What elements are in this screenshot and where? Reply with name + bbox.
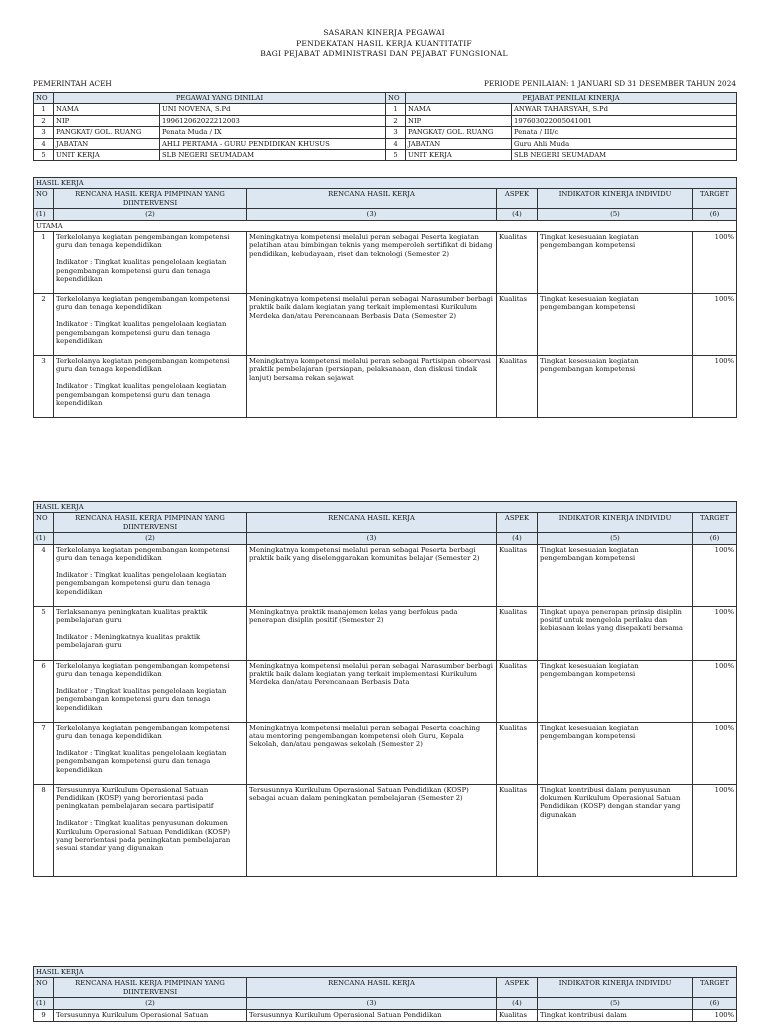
hasil-kerja-table bbox=[33, 966, 737, 1022]
col-no: NO bbox=[34, 978, 54, 998]
col-rhk: RENCANA HASIL KERJA bbox=[247, 978, 497, 998]
col-number: (5) bbox=[538, 209, 693, 220]
rhk-pimpinan-cell: Terkelolanya kegiatan pengembangan kompetensi guru dan tenaga kependidikan Indikator : Tingkat kualitas pengelolaan kegiatan pengembangan kompetensi guru dan tenaga kependidikan bbox=[54, 544, 247, 606]
rhk-cell: Meningkatnya kompetensi melalui peran sebagai Narasumber berbagi praktik baik dalam kegiatan yang terkait implementasi Kurikulum Merdeka dan/atau Perencanaan Berbasis Data bbox=[247, 660, 497, 722]
col-number: (5) bbox=[538, 533, 693, 544]
col-indikator: INDIKATOR KINERJA INDIVIDU bbox=[538, 978, 693, 998]
target-cell: 100% bbox=[693, 784, 737, 876]
col-no: NO bbox=[34, 189, 54, 209]
row-no: 5 bbox=[34, 150, 54, 161]
rhk-cell: Meningkatnya kompetensi melalui peran sebagai Narasumber berbagi praktik baik dalam kegiatan yang terkait implementasi Kurikulum Merdeka dan/atau Perencanaan Berbasis Data (Semester 2) bbox=[247, 294, 497, 356]
row-no: 8 bbox=[34, 784, 54, 876]
table-row bbox=[34, 1009, 737, 1021]
target-cell: 100% bbox=[693, 232, 737, 294]
rhk-pimpinan-cell: Terkelolanya kegiatan pengembangan kompetensi guru dan tenaga kependidikan Indikator : Tingkat kualitas pengelolaan kegiatan pengembangan kompetensi guru dan tenaga kependidikan bbox=[54, 356, 247, 418]
col-number: (6) bbox=[693, 209, 737, 220]
row-no: 2 bbox=[386, 115, 406, 126]
field-label: PANGKAT/ GOL. RUANG bbox=[54, 127, 160, 138]
col-number: (1) bbox=[34, 209, 54, 220]
col-number: (6) bbox=[693, 998, 737, 1009]
header-subtitle: PENDEKATAN HASIL KERJA KUANTITATIF bbox=[296, 38, 472, 48]
header-subtitle-2: BAGI PEJABAT ADMINISTRASI DAN PEJABAT FUNGSIONAL bbox=[260, 49, 508, 58]
period-label: PERIODE PENILAIAN: 1 JANUARI SD 31 DESEMBER TAHUN 2024 bbox=[484, 79, 736, 88]
indikator-cell: Tingkat kesesuaian kegiatan pengembangan kompetensi bbox=[538, 294, 693, 356]
identity-row bbox=[34, 115, 737, 126]
field-value: Guru Ahli Muda bbox=[512, 138, 737, 149]
row-no: 2 bbox=[34, 115, 54, 126]
identity-row bbox=[34, 138, 737, 149]
indikator-cell: Tingkat kesesuaian kegiatan pengembangan kompetensi bbox=[538, 232, 693, 294]
rhk-cell: Tersusunnya Kurikulum Operasional Satuan Pendidikan bbox=[247, 1009, 497, 1021]
aspek-cell: Kualitas bbox=[497, 1009, 538, 1021]
rhk-pimpinan-cell: Terkelolanya kegiatan pengembangan kompetensi guru dan tenaga kependidikan Indikator : Tingkat kualitas pengelolaan kegiatan pengembangan kompetensi guru dan tenaga kependidikan bbox=[54, 232, 247, 294]
indikator-cell: Tingkat kontribusi dalam penyusunan dokumen Kurikulum Operasional Satuan Pendidikan (KOSP) dengan standar yang digunakan bbox=[538, 784, 693, 876]
row-no: 3 bbox=[34, 356, 54, 418]
col-number: (3) bbox=[247, 998, 497, 1009]
column-header-row bbox=[34, 189, 737, 209]
field-label: JABATAN bbox=[406, 138, 512, 149]
row-no: 5 bbox=[386, 150, 406, 161]
indikator-cell: Tingkat kontribusi dalam bbox=[538, 1009, 693, 1021]
rhk-cell: Meningkatnya kompetensi melalui peran sebagai Partisipan observasi praktik pembelajaran (persiapan, pelaksanaan, dan diskusi tindak lanjut) bersama rekan sejawat bbox=[247, 356, 497, 418]
field-value: 197603022005041001 bbox=[512, 115, 737, 126]
rhk-pimpinan-cell: Terlaksananya peningkatan kualitas praktik pembelajaran guru Indikator : Meningkatnya kualitas praktik pembelajaran guru bbox=[54, 606, 247, 660]
table-row bbox=[34, 722, 737, 784]
indikator-cell: Tingkat kesesuaian kegiatan pengembangan kompetensi bbox=[538, 660, 693, 722]
row-no: 3 bbox=[34, 127, 54, 138]
agency-label: PEMERINTAH ACEH bbox=[33, 79, 112, 88]
row-no: 9 bbox=[34, 1009, 54, 1021]
col-number: (4) bbox=[497, 209, 538, 220]
col-no: NO bbox=[34, 93, 54, 104]
col-rhk-pimpinan: RENCANA HASIL KERJA PIMPINAN YANG DIINTERVENSI bbox=[54, 978, 247, 998]
aspek-cell: Kualitas bbox=[497, 544, 538, 606]
col-pegawai-dinilai: PEGAWAI YANG DINILAI bbox=[54, 93, 386, 104]
row-no: 4 bbox=[34, 544, 54, 606]
field-label: NAMA bbox=[54, 104, 160, 115]
section-title: HASIL KERJA bbox=[34, 502, 737, 513]
row-no: 1 bbox=[34, 232, 54, 294]
section-title: HASIL KERJA bbox=[34, 967, 737, 978]
col-number: (2) bbox=[54, 533, 247, 544]
header-title: SASARAN KINERJA PEGAWAI bbox=[323, 28, 445, 37]
col-number: (5) bbox=[538, 998, 693, 1009]
row-no: 3 bbox=[386, 127, 406, 138]
section-title: HASIL KERJA bbox=[34, 178, 737, 189]
col-number: (2) bbox=[54, 998, 247, 1009]
target-cell: 100% bbox=[693, 544, 737, 606]
field-label: UNIT KERJA bbox=[54, 150, 160, 161]
column-number-row bbox=[34, 998, 737, 1009]
target-cell: 100% bbox=[693, 660, 737, 722]
aspek-cell: Kualitas bbox=[497, 784, 538, 876]
col-target: TARGET bbox=[693, 513, 737, 533]
field-label: NIP bbox=[406, 115, 512, 126]
field-value: Penata / III/c bbox=[512, 127, 737, 138]
aspek-cell: Kualitas bbox=[497, 232, 538, 294]
identity-row bbox=[34, 104, 737, 115]
field-value: ANWAR TAHARSYAH, S.Pd bbox=[512, 104, 737, 115]
row-no: 4 bbox=[34, 138, 54, 149]
target-cell: 100% bbox=[693, 606, 737, 660]
row-no: 4 bbox=[386, 138, 406, 149]
field-label: JABATAN bbox=[54, 138, 160, 149]
col-rhk: RENCANA HASIL KERJA bbox=[247, 189, 497, 209]
indikator-cell: Tingkat kesesuaian kegiatan pengembangan kompetensi bbox=[538, 722, 693, 784]
section-utama: UTAMA bbox=[34, 220, 737, 231]
column-header-row bbox=[34, 978, 737, 998]
document-header bbox=[0, 28, 768, 60]
col-number: (4) bbox=[497, 533, 538, 544]
field-value: 199612062022212003 bbox=[160, 115, 386, 126]
rhk-pimpinan-cell: Tersusunnya Kurikulum Operasional Satuan bbox=[54, 1009, 247, 1021]
table-row bbox=[34, 544, 737, 606]
col-number: (3) bbox=[247, 209, 497, 220]
col-aspek: ASPEK bbox=[497, 189, 538, 209]
col-number: (2) bbox=[54, 209, 247, 220]
hasil-kerja-table bbox=[33, 177, 737, 418]
table-row bbox=[34, 784, 737, 876]
col-aspek: ASPEK bbox=[497, 978, 538, 998]
row-no: 6 bbox=[34, 660, 54, 722]
field-value: AHLI PERTAMA - GURU PENDIDIKAN KHUSUS bbox=[160, 138, 386, 149]
col-target: TARGET bbox=[693, 189, 737, 209]
col-pejabat-penilai: PEJABAT PENILAI KINERJA bbox=[406, 93, 737, 104]
column-number-row bbox=[34, 209, 737, 220]
target-cell: 100% bbox=[693, 294, 737, 356]
rhk-pimpinan-cell: Terkelolanya kegiatan pengembangan kompetensi guru dan tenaga kependidikan Indikator : Tingkat kualitas pengelolaan kegiatan pengembangan kompetensi guru dan tenaga kependidikan bbox=[54, 660, 247, 722]
aspek-cell: Kualitas bbox=[497, 660, 538, 722]
indikator-cell: Tingkat kesesuaian kegiatan pengembangan kompetensi bbox=[538, 356, 693, 418]
field-label: NIP bbox=[54, 115, 160, 126]
col-number: (4) bbox=[497, 998, 538, 1009]
row-no: 1 bbox=[34, 104, 54, 115]
target-cell: 100% bbox=[693, 1009, 737, 1021]
field-label: UNIT KERJA bbox=[406, 150, 512, 161]
col-rhk-pimpinan: RENCANA HASIL KERJA PIMPINAN YANG DIINTERVENSI bbox=[54, 513, 247, 533]
rhk-pimpinan-cell: Terkelolanya kegiatan pengembangan kompetensi guru dan tenaga kependidikan Indikator : Tingkat kualitas pengelolaan kegiatan pengembangan kompetensi guru dan tenaga kependidikan bbox=[54, 294, 247, 356]
field-value: Penata Muda / IX bbox=[160, 127, 386, 138]
table-row bbox=[34, 232, 737, 294]
row-no: 2 bbox=[34, 294, 54, 356]
field-value: UNI NOVENA, S.Pd bbox=[160, 104, 386, 115]
rhk-pimpinan-cell: Tersusunnya Kurikulum Operasional Satuan Pendidikan (KOSP) yang berorientasi pada peningkatan pembelajaran secara partisipatif Indikator : Tingkat kualitas penyusunan dokumen Kurikulum Operasional Satuan Pendidikan (KOSP) yang berorientasi pada peningkatan pembelajaran sesuai standar yang digunakan bbox=[54, 784, 247, 876]
indikator-cell: Tingkat upaya penerapan prinsip disiplin positif untuk mengelola perilaku dan kebiasaan kelas yang disepakati bersama bbox=[538, 606, 693, 660]
col-rhk: RENCANA HASIL KERJA bbox=[247, 513, 497, 533]
rhk-cell: Meningkatnya kompetensi melalui peran sebagai Peserta kegiatan pelatihan atau bimbingan teknis yang memperoleh sertifikat di bidang pendidikan, kebudayaan, riset dan teknologi (Semester 2) bbox=[247, 232, 497, 294]
rhk-cell: Meningkatnya kompetensi melalui peran sebagai Peserta coaching atau mentoring pengembangan kompetensi oleh Guru, Kepala Sekolah, dan/atau pengawas sekolah (Semester 2) bbox=[247, 722, 497, 784]
aspek-cell: Kualitas bbox=[497, 606, 538, 660]
column-header-row bbox=[34, 513, 737, 533]
aspek-cell: Kualitas bbox=[497, 294, 538, 356]
table-row bbox=[34, 294, 737, 356]
row-no: 5 bbox=[34, 606, 54, 660]
hasil-kerja-table bbox=[33, 501, 737, 877]
field-value: SLB NEGERI SEUMADAM bbox=[160, 150, 386, 161]
identity-row bbox=[34, 150, 737, 161]
col-aspek: ASPEK bbox=[497, 513, 538, 533]
table-row bbox=[34, 606, 737, 660]
target-cell: 100% bbox=[693, 722, 737, 784]
aspek-cell: Kualitas bbox=[497, 722, 538, 784]
col-rhk-pimpinan: RENCANA HASIL KERJA PIMPINAN YANG DIINTERVENSI bbox=[54, 189, 247, 209]
col-number: (1) bbox=[34, 533, 54, 544]
table-row bbox=[34, 356, 737, 418]
col-indikator: INDIKATOR KINERJA INDIVIDU bbox=[538, 189, 693, 209]
rhk-cell: Meningkatnya praktik manajemen kelas yang berfokus pada penerapan disiplin positif (Semester 2) bbox=[247, 606, 497, 660]
identity-row bbox=[34, 127, 737, 138]
col-indikator: INDIKATOR KINERJA INDIVIDU bbox=[538, 513, 693, 533]
identity-header-row bbox=[34, 93, 737, 104]
field-label: NAMA bbox=[406, 104, 512, 115]
row-no: 1 bbox=[386, 104, 406, 115]
column-number-row bbox=[34, 533, 737, 544]
row-no: 7 bbox=[34, 722, 54, 784]
field-label: PANGKAT/ GOL. RUANG bbox=[406, 127, 512, 138]
rhk-cell: Tersusunnya Kurikulum Operasional Satuan Pendidikan (KOSP) sebagai acuan dalam peningkatan pembelajaran (Semester 2) bbox=[247, 784, 497, 876]
identity-table bbox=[33, 92, 737, 161]
table-row bbox=[34, 660, 737, 722]
col-number: (3) bbox=[247, 533, 497, 544]
target-cell: 100% bbox=[693, 356, 737, 418]
aspek-cell: Kualitas bbox=[497, 356, 538, 418]
col-number: (1) bbox=[34, 998, 54, 1009]
col-target: TARGET bbox=[693, 978, 737, 998]
col-no: NO bbox=[34, 513, 54, 533]
rhk-cell: Meningkatnya kompetensi melalui peran sebagai Peserta berbagi praktik baik yang diselenggarakan komunitas belajar (Semester 2) bbox=[247, 544, 497, 606]
indikator-cell: Tingkat kesesuaian kegiatan pengembangan kompetensi bbox=[538, 544, 693, 606]
col-number: (6) bbox=[693, 533, 737, 544]
rhk-pimpinan-cell: Terkelolanya kegiatan pengembangan kompetensi guru dan tenaga kependidikan Indikator : Tingkat kualitas pengelolaan kegiatan pengembangan kompetensi guru dan tenaga kependidikan bbox=[54, 722, 247, 784]
field-value: SLB NEGERI SEUMADAM bbox=[512, 150, 737, 161]
col-no: NO bbox=[386, 93, 406, 104]
